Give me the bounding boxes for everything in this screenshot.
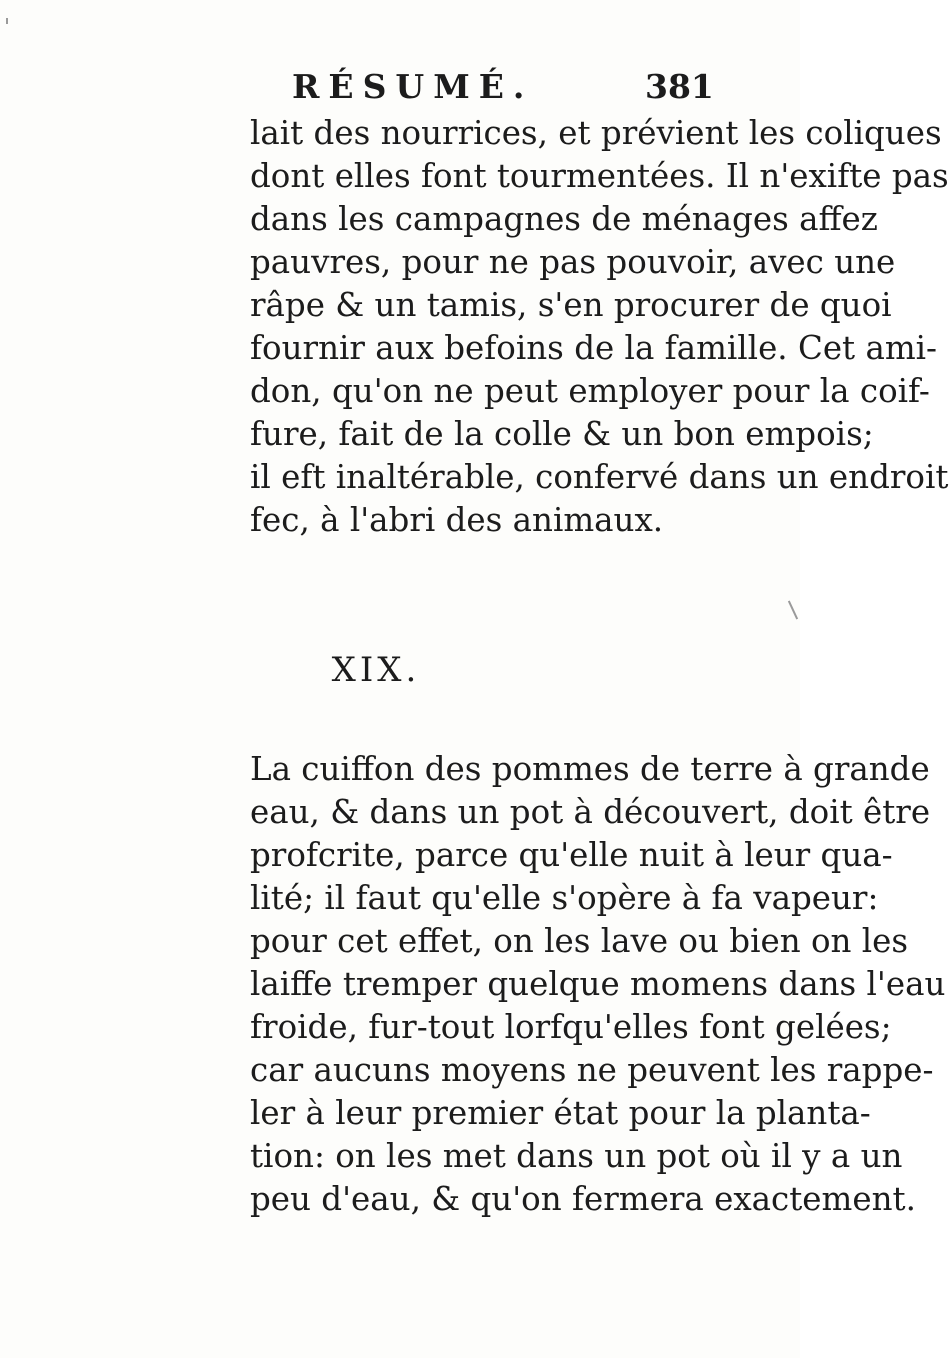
paragraph-2 (250, 748, 946, 1221)
paragraph-line: pauvres, pour ne pas pouvoir, avec une (250, 243, 896, 281)
paragraph-line: froide, fur-tout lorfqu'elles font gelées; (250, 1008, 892, 1046)
paragraph-line: La cuiffon des pommes de terre à grande (250, 750, 930, 788)
paragraph-line: peu d'eau, & qu'on fermera exactement. (250, 1180, 916, 1218)
paragraph-line: fec, à l'abri des animaux. (250, 501, 664, 539)
paragraph-line: lait des nourrices, et prévient les coliques (250, 114, 942, 152)
paragraph-line: dans les campagnes de ménages affez (250, 200, 878, 238)
running-head (0, 62, 800, 112)
paragraph-line: car aucuns moyens ne peuvent les rappe- (250, 1051, 934, 1089)
paragraph-line: fournir aux befoins de la famille. Cet ami- (250, 329, 938, 367)
paragraph-line: dont elles font tourmentées. Il n'exifte pas (250, 157, 949, 195)
section-number: XIX. (331, 650, 421, 690)
margin-tick-mark (788, 601, 798, 620)
paragraph-line: tion: on les met dans un pot où il y a un (250, 1137, 903, 1175)
paragraph-line: fure, fait de la colle & un bon empois; (250, 415, 874, 453)
paragraph-line: profcrite, parce qu'elle nuit à leur qua- (250, 836, 893, 874)
paragraph-line: pour cet effet, on les lave ou bien on les (250, 922, 909, 960)
running-head-title: RÉSUMÉ. (292, 67, 534, 106)
page-number: 381 (645, 67, 714, 106)
paragraph-line: ler à leur premier état pour la planta- (250, 1094, 871, 1132)
paragraph-line: don, qu'on ne peut employer pour la coif- (250, 372, 930, 410)
section-heading (0, 645, 800, 695)
paragraph-line: lité; il faut qu'elle s'opère à fa vapeur: (250, 879, 879, 917)
paragraph-1 (250, 112, 949, 542)
margin-tick-mark (6, 18, 8, 24)
paragraph-line: râpe & un tamis, s'en procurer de quoi (250, 286, 892, 324)
paragraph-line: laiffe tremper quelque momens dans l'eau (250, 965, 946, 1003)
paragraph-line: eau, & dans un pot à découvert, doit être (250, 793, 931, 831)
paragraph-line: il eft inaltérable, confervé dans un endroit (250, 458, 949, 496)
